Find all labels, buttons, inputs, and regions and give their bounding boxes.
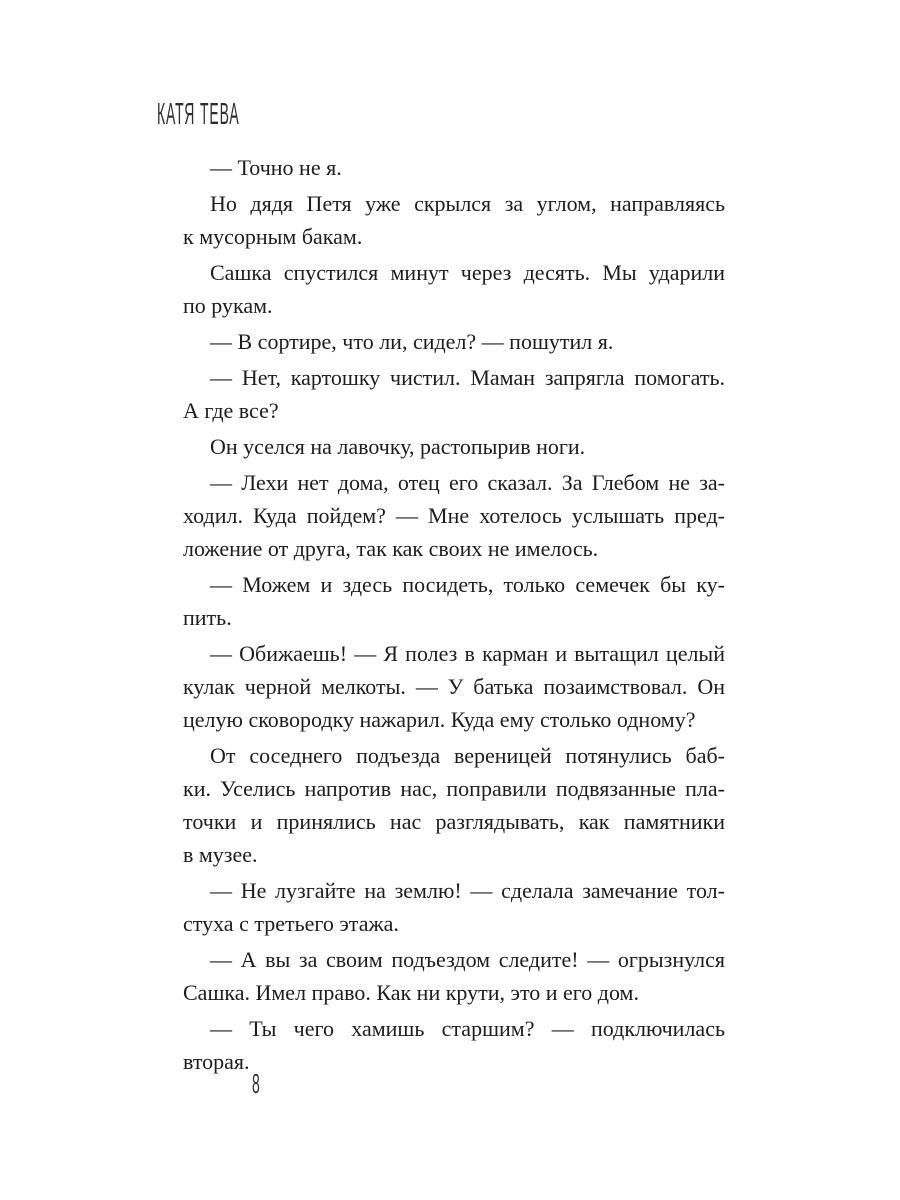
- paragraph: [183, 637, 725, 736]
- text-line: От соседнего подъезда вереницей потянулись баб-: [210, 743, 725, 768]
- text-line: стуха с третьего этажа.: [183, 911, 399, 936]
- text-line: — Не лузгайте на землю! — сделала замечание тол-: [210, 878, 725, 903]
- text-line: по рукам.: [183, 293, 273, 318]
- paragraph: [183, 466, 725, 565]
- text-line: кулак черной мелкоты. — У батька позаимствовал. Он: [183, 674, 725, 699]
- paragraph: [183, 874, 725, 940]
- text-line: — Точно не я.: [210, 155, 342, 180]
- paragraph: [183, 430, 725, 463]
- text-line: — Нет, картошку чистил. Маман запрягла помогать.: [210, 365, 725, 390]
- text-line: пить.: [183, 605, 232, 630]
- paragraph: [183, 325, 725, 358]
- text-line: А где все?: [183, 398, 279, 423]
- page-number: 8: [252, 1068, 260, 1099]
- text-line: ходил. Куда пойдем? — Мне хотелось услышать пред-: [183, 503, 725, 528]
- paragraph: [183, 187, 725, 253]
- text-line: Сашка. Имел право. Как ни крути, это и его дом.: [183, 980, 639, 1005]
- text-line: ложение от друга, так как своих не имелось.: [183, 536, 599, 561]
- text-line: — А вы за своим подъездом следите! — огрызнулся: [210, 947, 725, 972]
- paragraph: [183, 151, 725, 184]
- paragraph: [183, 361, 725, 427]
- paragraph: [183, 739, 725, 871]
- text-line: — В сортире, что ли, сидел? — пошутил я.: [210, 329, 614, 354]
- text-line: — Ты чего хамишь старшим? — подключилась вторая.: [183, 1016, 725, 1074]
- paragraph: [183, 1012, 725, 1078]
- text-line: целую сковородку нажарил. Куда ему столько одному?: [183, 707, 696, 732]
- text-line: ки. Уселись напротив нас, поправили подвязанные пла-: [183, 776, 725, 801]
- paragraph: [183, 568, 725, 634]
- paragraph: [183, 256, 725, 322]
- text-line: к мусорным бакам.: [183, 224, 363, 249]
- text-line: Но дядя Петя уже скрылся за углом, направляясь: [210, 191, 725, 216]
- text-line: Он уселся на лавочку, растопырив ноги.: [210, 434, 586, 459]
- text-line: точки и принялись нас разглядывать, как памятники: [183, 809, 725, 834]
- text-line: — Можем и здесь посидеть, только семечек бы ку-: [210, 572, 725, 597]
- text-line: — Лехи нет дома, отец его сказал. За Глебом не за-: [210, 470, 725, 495]
- text-line: в музее.: [183, 842, 258, 867]
- text-line: — Обижаешь! — Я полез в карман и вытащил целый: [210, 641, 725, 666]
- body-text: [183, 151, 725, 1078]
- text-line: Сашка спустился минут через десять. Мы ударили: [210, 260, 725, 285]
- running-header: КАТЯ ТЕВА: [157, 96, 240, 131]
- paragraph: [183, 943, 725, 1009]
